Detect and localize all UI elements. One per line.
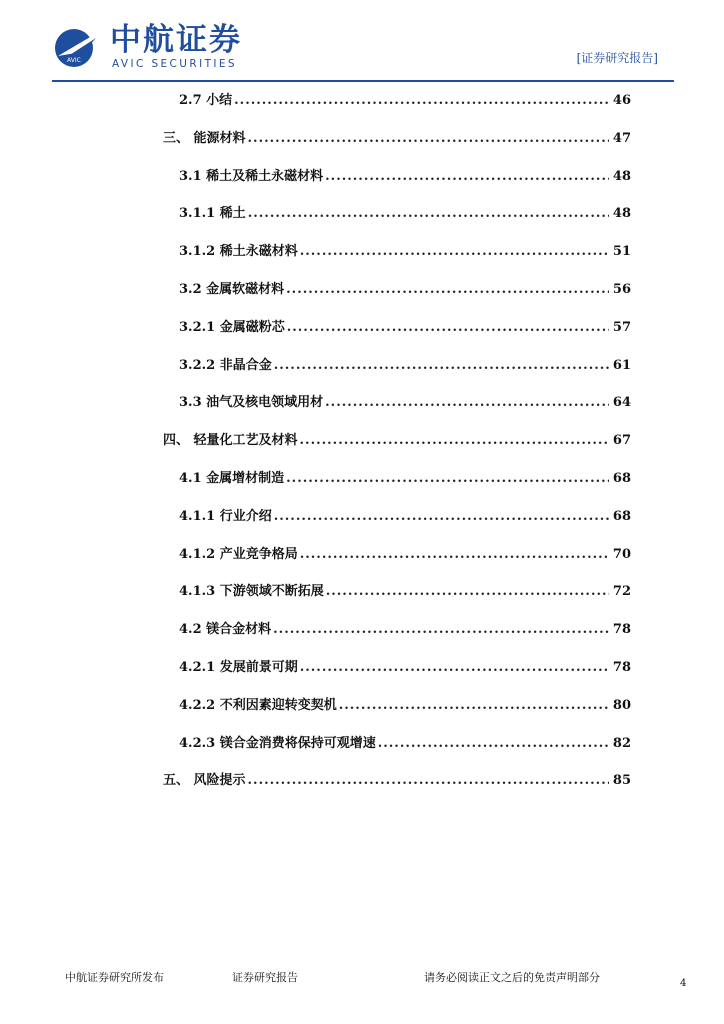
toc-entry[interactable] [163,129,631,149]
avic-logo-icon [52,22,108,72]
toc-entry-page: 48 [612,168,631,184]
toc-dot-leader [339,696,609,716]
footer-doc-type: 证券研究报告 [232,971,298,984]
toc-entry-title: 4.2.1 发展前景可期 [179,660,298,675]
page-number: 4 [680,978,687,989]
toc-dot-leader [300,545,609,565]
toc-entry-page: 70 [612,546,631,562]
toc-entry-page: 80 [612,697,631,713]
toc-entry-page: 57 [612,319,631,335]
toc-dot-leader [274,356,609,376]
toc-entry[interactable] [179,280,631,300]
toc-entry[interactable] [179,507,631,527]
toc-entry-title: 3.3 油气及核电领域用材 [179,395,324,411]
toc-entry-title: 4.2 镁合金材料 [179,622,272,638]
toc-dot-leader [286,469,609,489]
toc-entry-title: 4.1 金属增材制造 [179,471,285,486]
toc-entry-title: 2.7 小结 [179,93,233,108]
toc-entry-page: 51 [612,244,631,260]
toc-entry[interactable] [179,167,631,187]
toc-entry-title: 四、 轻量化工艺及材料 [163,433,298,449]
toc-entry[interactable] [179,91,631,111]
toc-entry[interactable] [179,318,631,338]
toc-entry[interactable] [179,393,631,413]
toc-entry-title: 4.2.2 不利因素迎转变契机 [179,697,337,713]
toc-dot-leader [286,280,609,300]
toc-dot-leader [273,620,609,640]
toc-entry-page: 68 [612,508,631,524]
toc-entry[interactable] [179,658,631,678]
toc-entry[interactable] [163,431,631,451]
report-type-tag: [证券研究报告] [576,51,658,65]
toc-dot-leader [248,771,609,791]
toc-entry-title: 3.2 金属软磁材料 [179,282,285,297]
toc-dot-leader [248,204,609,224]
toc-entry[interactable] [179,545,631,565]
toc-entry-page: 72 [612,584,631,600]
toc-entry[interactable] [179,469,631,489]
toc-dot-leader [378,734,609,754]
toc-dot-leader [234,91,609,111]
toc-entry-title: 五、 风险提示 [163,773,246,789]
toc-entry-title: 三、 能源材料 [163,130,246,146]
toc-entry-page: 61 [612,357,631,373]
toc-entry[interactable] [179,734,631,754]
toc-entry-title: 3.1 稀土及稀土永磁材料 [179,168,324,184]
toc-entry[interactable] [179,356,631,376]
toc-dot-leader [326,582,609,602]
toc-entry-page: 47 [612,130,631,146]
toc-entry-page: 85 [612,773,631,789]
toc-entry[interactable] [179,242,631,262]
toc-entry-title: 4.2.3 镁合金消费将保持可观增速 [179,735,376,751]
toc-entry-title: 4.1.3 下游领域不断拓展 [179,584,324,600]
logo-chinese-name: 中航证券 [110,22,242,58]
toc-entry[interactable] [179,696,631,716]
toc-dot-leader [248,129,609,149]
footer-publisher: 中航证券研究所发布 [65,971,164,984]
toc-dot-leader [325,393,609,413]
toc-entry[interactable] [179,582,631,602]
toc-entry-page: 68 [612,471,631,486]
toc-entry-title: 4.1.1 行业介绍 [179,508,272,524]
toc-entry-title: 4.1.2 产业竞争格局 [179,546,298,562]
logo-english-name: AVIC SECURITIES [112,58,237,70]
toc-dot-leader [325,167,609,187]
toc-dot-leader [300,242,609,262]
toc-entry-page: 48 [612,206,631,222]
header-divider [52,80,674,82]
toc-entry[interactable] [179,620,631,640]
toc-dot-leader [300,431,609,451]
toc-entry-title: 3.2.2 非晶合金 [179,357,272,373]
toc-entry-page: 56 [612,282,631,297]
logo-badge: AVIC [67,57,81,64]
toc-entry-page: 78 [612,622,631,638]
toc-entry-title: 3.2.1 金属磁粉芯 [179,319,285,335]
toc-entry-page: 46 [612,93,631,108]
toc-dot-leader [287,318,609,338]
toc-dot-leader [274,507,609,527]
footer-disclaimer: 请务必阅读正文之后的免责声明部分 [424,971,600,984]
page-header [0,0,724,82]
toc-dot-leader [300,658,609,678]
toc-entry-page: 64 [612,395,631,411]
toc-entry-page: 82 [612,735,631,751]
toc-entry-title: 3.1.1 稀土 [179,206,246,222]
toc-entry-page: 67 [612,433,631,449]
toc-entry[interactable] [179,204,631,224]
page-footer [0,970,724,1000]
toc-entry-page: 78 [612,660,631,675]
toc-entry[interactable] [163,771,631,791]
toc-entry-title: 3.1.2 稀土永磁材料 [179,244,298,260]
